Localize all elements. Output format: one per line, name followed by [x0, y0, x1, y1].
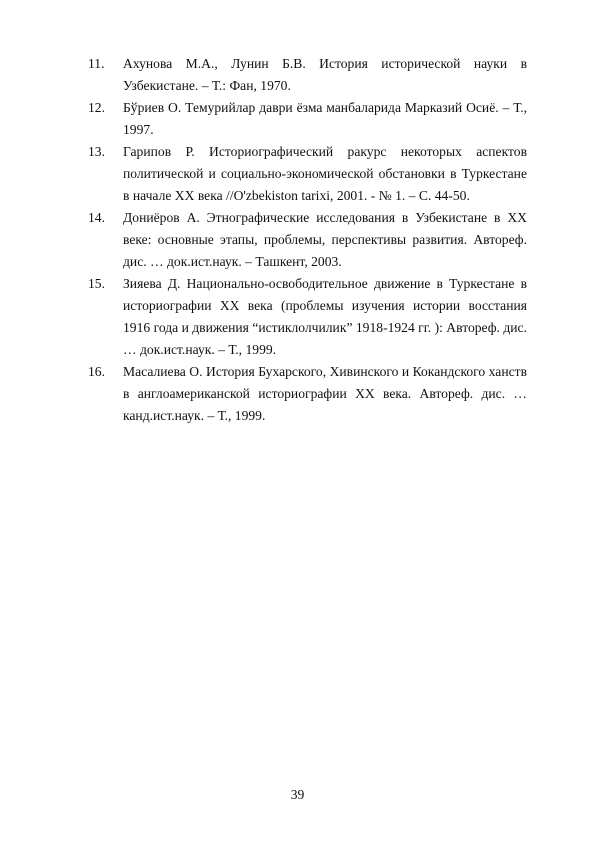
reference-number: 11. — [88, 56, 105, 71]
reference-number: 15. — [88, 276, 105, 291]
reference-number: 12. — [88, 100, 105, 115]
reference-item-15 — [88, 273, 527, 361]
reference-item-12 — [88, 97, 527, 141]
reference-list — [88, 53, 527, 427]
reference-text: Зияева Д. Национально-освободительное движение в Туркестане в историографии XX века (проблемы изучения истории восстания 1916 года и движения “истиклолчилик” 1918-1924 гг. ): Автореф. дис. … док.ист.наук. – Т., 1999. — [123, 276, 527, 357]
reference-item-13 — [88, 141, 527, 207]
reference-text: Гарипов Р. Историографический ракурс некоторых аспектов политической и социально-экономической обстановки в Туркестане в начале XX века //O'zbekiston tarixi, 2001. - № 1. – С. 44-50. — [123, 144, 527, 203]
reference-number: 16. — [88, 364, 105, 379]
reference-text: Бўриев О. Темурийлар даври ёзма манбаларида Марказий Осиё. – Т., 1997. — [123, 100, 527, 137]
reference-item-14 — [88, 207, 527, 273]
reference-item-11 — [88, 53, 527, 97]
reference-number: 14. — [88, 210, 105, 225]
reference-text: Дониёров А. Этнографические исследования в Узбекистане в XX веке: основные этапы, проблемы, перспективы развития. Автореф. дис. … док.ист.наук. – Ташкент, 2003. — [123, 210, 527, 269]
reference-text: Ахунова М.А., Лунин Б.В. История исторической науки в Узбекистане. – Т.: Фан, 1970. — [123, 56, 527, 93]
page-number: 39 — [290, 787, 305, 802]
reference-item-16 — [88, 361, 527, 427]
reference-text: Масалиева О. История Бухарского, Хивинского и Кокандского ханств в англоамериканской историографии XX века. Автореф. дис. … канд.ист.наук. – Т., 1999. — [123, 364, 527, 423]
reference-number: 13. — [88, 144, 105, 159]
